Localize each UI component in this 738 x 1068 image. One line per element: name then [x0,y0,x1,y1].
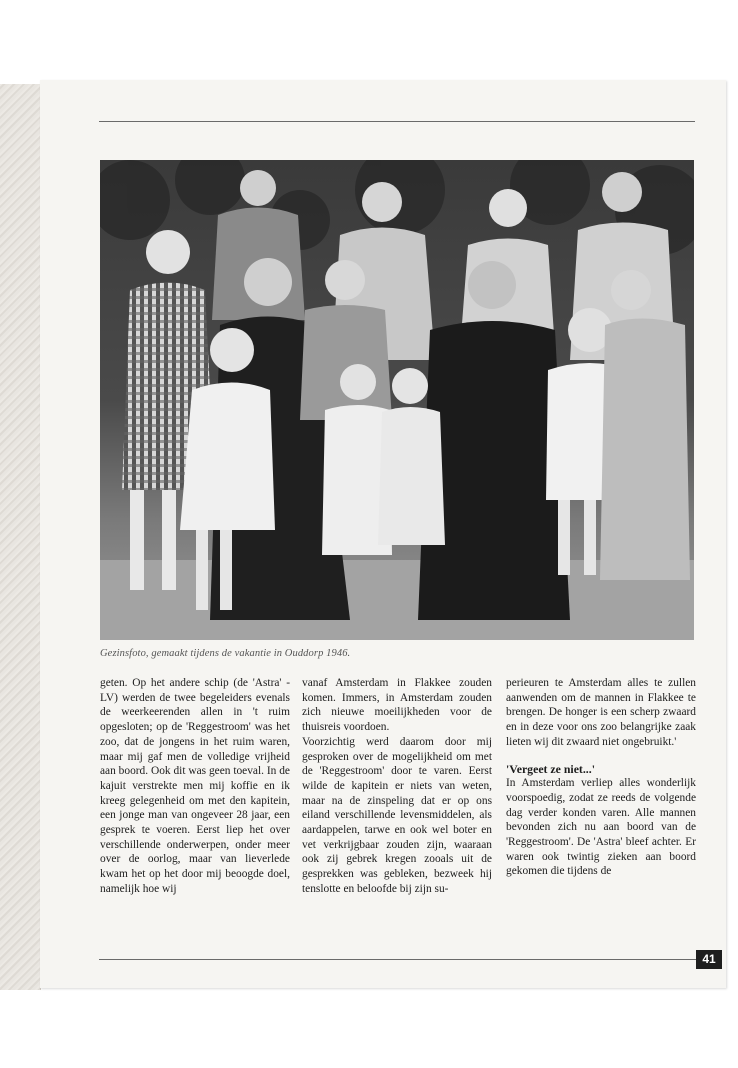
photo-caption: Gezinsfoto, gemaakt tijdens de vakantie in Ouddorp 1946. [100,648,351,659]
top-rule [99,121,695,122]
text-column-1 [100,676,290,897]
column-3-paragraph-2: In Amsterdam verliep alles wonderlijk voorspoedig, zodat ze reeds de volgende dag verder konden varen. Alle mannen bevonden zich nu aan boord van de 'Reggestroom'. De 'Astra' bleef achter. Er waren ook twintig zieken aan boord gekomen die tijdens de [506,777,696,878]
column-2-paragraph-2: Voorzichtig werd daarom door mij gesproken over de mogelijkheid om met de 'Reggestroom' door te varen. Eerst wilde de kapitein er niets van weten, maar na de zinspeling dat er op ons eiland verschillende levensmiddelen, als aardappelen, tarwe en ook wel boter en vet verkrijgbaar zouden zijn, waaraan ook zij gebrek kregen zooals uit de gesprekken was gebleken, bezweek hij tenslotte en beloofde bij zijn su- [302,735,492,895]
column-1-text: geten. Op het andere schip (de 'Astra' -LV) werden de twee begeleiders evenals de weerkeerenden allen in 't ruim opgesloten; op de 'Reggestroom' was het zoo, dat de jongens in het ruim waren, maar mij gaf men de volledige vrijheid aan boord. Ook dit was geen toeval. In de kajuit verstrekte men mij koffie en ik kreeg gelegenheid om met den kapitein, een jonge man van ongeveer 28 jaar, een gesprek te voeren. Eerst liep het over verschillende onderwerpen, onder meer over de oorlog, maar van lieverlede kwam het op het door mij beoogde doel, namelijk hoe wij [100,677,290,895]
column-3-paragraph-1: perieuren te Amsterdam alles te zullen aanwenden om de mannen in Flakkee te brengen. De honger is een scherp zwaard en in deze voor ons zoo belangrijke zaak lieten wij dit zwaard niet ongebruikt.' [506,677,696,748]
book-page [40,80,726,988]
family-photo [100,160,694,640]
page-number: 41 [696,950,722,969]
text-column-2 [302,676,492,897]
bottom-rule [99,959,699,960]
text-column-3 [506,676,696,879]
book-spine-edge [0,84,41,990]
section-subheading: 'Vergeet ze niet...' [506,761,595,776]
column-2-paragraph-1: vanaf Amsterdam in Flakkee zouden komen. Immers, in Amsterdam zouden zich nieuwe moeilijkheden voor de thuisreis voordoen. [302,677,492,734]
